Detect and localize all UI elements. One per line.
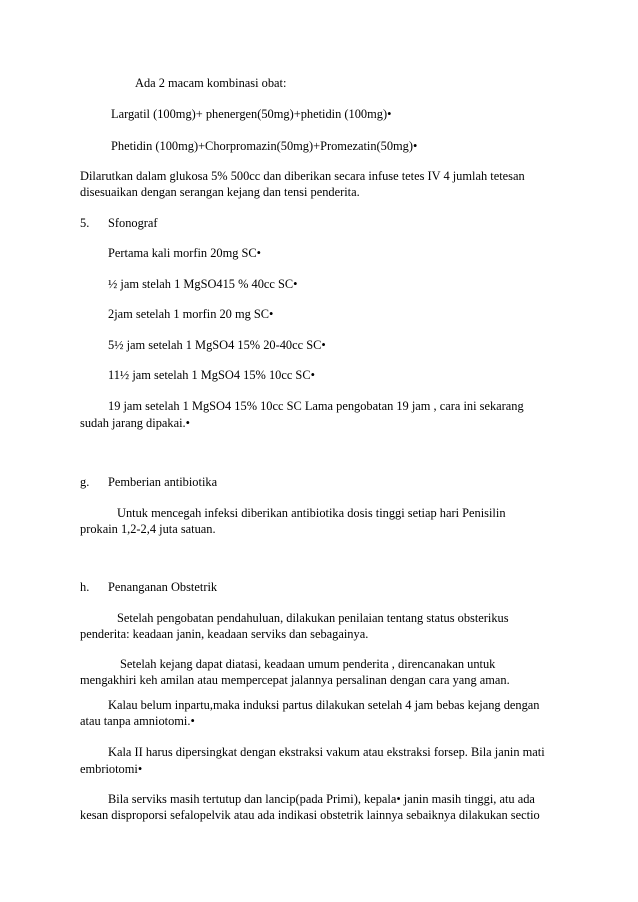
sfonograf-step: Pertama kali morfin 20mg SC•: [108, 246, 262, 260]
obstetrik-p3-line-2: atau tanpa amniotomi.•: [80, 714, 195, 728]
kombinasi-line-2: Phetidin (100mg)+Chorpromazin(50mg)+Promezatin(50mg)•: [111, 139, 418, 153]
obstetrik-p2-line-1: Setelah kejang dapat diatasi, keadaan umum penderita , direncanakan untuk: [120, 657, 496, 671]
kombinasi-heading: Ada 2 macam kombinasi obat:: [135, 76, 287, 90]
sfonograf-step: 2jam setelah 1 morfin 20 mg SC•: [108, 307, 274, 321]
obstetrik-p5-line-2: kesan disproporsi sefalopelvik atau ada indikasi obstetrik lainnya sebaiknya dilakukan sectio: [80, 808, 540, 822]
sfonograf-final-line-1: 19 jam setelah 1 MgSO4 15% 10cc SC Lama pengobatan 19 jam , cara ini sekarang: [108, 399, 524, 413]
sfonograf-title: Sfonograf: [108, 216, 158, 230]
sfonograf-step: 5½ jam setelah 1 MgSO4 15% 20-40cc SC•: [108, 338, 326, 352]
obstetrik-p3-line-1: Kalau belum inpartu,maka induksi partus dilakukan setelah 4 jam bebas kejang dengan: [108, 698, 540, 712]
sfonograf-step: ½ jam stelah 1 MgSO415 % 40cc SC•: [108, 277, 298, 291]
kombinasi-line-1: Largatil (100mg)+ phenergen(50mg)+phetidin (100mg)•: [111, 107, 392, 121]
dilarutkan-line-2: disesuaikan dengan serangan kejang dan tensi penderita.: [80, 185, 360, 199]
antibiotika-title: Pemberian antibiotika: [108, 475, 218, 489]
sfonograf-number: 5.: [80, 216, 90, 230]
obstetrik-p4-line-2: embriotomi•: [80, 762, 143, 776]
obstetrik-p4-line-1: Kala II harus dipersingkat dengan ekstraksi vakum atau ekstraksi forsep. Bila janin mati: [108, 745, 545, 759]
dilarutkan-line-1: Dilarutkan dalam glukosa 5% 500cc dan diberikan secara infuse tetes IV 4 jumlah tetesan: [80, 169, 525, 183]
obstetrik-p2-line-2: mengakhiri keh amilan atau mempercepat jalannya persalinan dengan cara yang aman.: [80, 673, 510, 687]
antibiotika-letter: g.: [80, 475, 90, 489]
antibiotika-para-line-1: Untuk mencegah infeksi diberikan antibiotika dosis tinggi setiap hari Penisilin: [117, 506, 506, 520]
obstetrik-p1-line-1: Setelah pengobatan pendahuluan, dilakukan penilaian tentang status obsterikus: [117, 611, 509, 625]
sfonograf-step: 11½ jam setelah 1 MgSO4 15% 10cc SC•: [108, 368, 315, 382]
obstetrik-p5-line-1: Bila serviks masih tertutup dan lancip(pada Primi), kepala• janin masih tinggi, atu ada: [108, 792, 535, 806]
obstetrik-letter: h.: [80, 580, 90, 594]
sfonograf-final-line-2: sudah jarang dipakai.•: [80, 416, 190, 430]
antibiotika-para-line-2: prokain 1,2-2,4 juta satuan.: [80, 522, 216, 536]
obstetrik-p1-line-2: penderita: keadaan janin, keadaan serviks dan sebagainya.: [80, 627, 369, 641]
obstetrik-title: Penanganan Obstetrik: [108, 580, 218, 594]
